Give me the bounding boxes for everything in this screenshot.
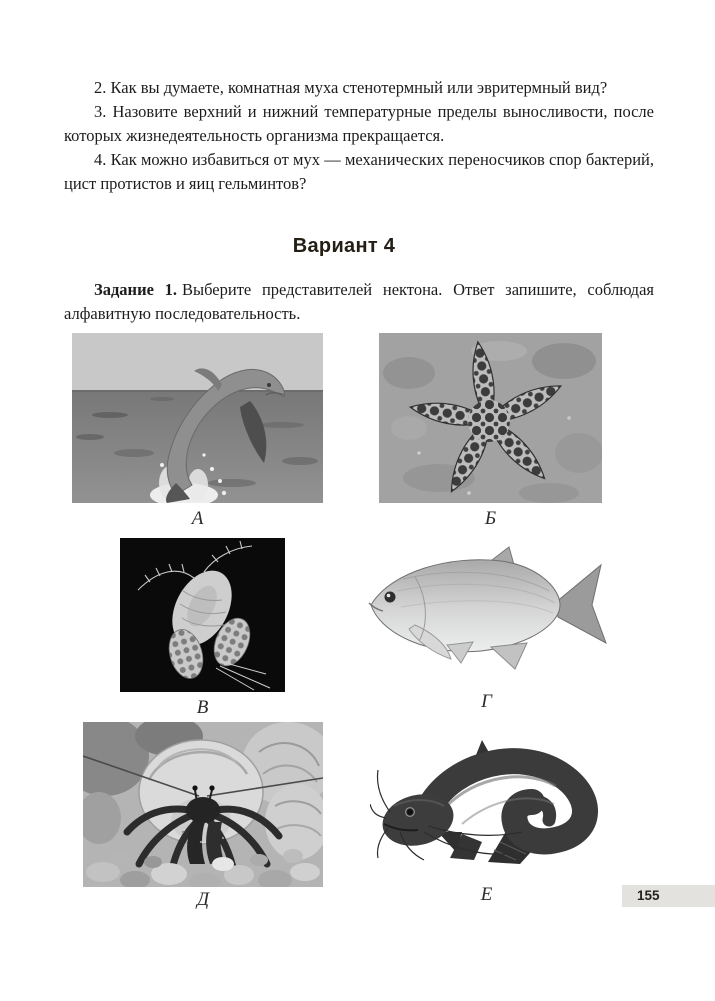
catfish-drawing: [370, 728, 603, 868]
dolphin-photo: [72, 333, 323, 503]
figure-dolphin: [72, 333, 323, 530]
page-number-badge: [622, 885, 715, 907]
variant-heading: Вариант 4: [292, 235, 396, 257]
figure-label-g: Г: [481, 691, 492, 712]
figure-label-e: Е: [480, 884, 493, 905]
copepod-photo: [120, 538, 285, 692]
dolphin-photo-illustration: [72, 333, 323, 503]
copepod-photo-illustration: [120, 538, 285, 692]
figure-catfish: [370, 728, 603, 906]
questions-block: [64, 76, 654, 196]
figure-label-d: Д: [196, 889, 210, 910]
starfish-photo: [379, 333, 602, 503]
figure-label-v: В: [196, 697, 209, 718]
starfish-photo-illustration: [379, 333, 602, 503]
bream-drawing-illustration: [363, 545, 610, 671]
question-4: 4. Как можно избавиться от мух — механических переносчиков спор бактерий, цист протистов и яиц гельминтов?: [64, 150, 654, 193]
task-text: Выберите представителей нектона. Ответ запишите, соблюдая алфавитную последовательность.: [64, 280, 654, 323]
catfish-body: [377, 761, 585, 853]
figure-hermit-crab: [83, 722, 323, 911]
figure-label-a: А: [191, 508, 204, 529]
hermit-crab-photo-illustration: [83, 722, 323, 887]
hermit-crab-photo: [83, 722, 323, 887]
figure-label-b: Б: [484, 508, 497, 529]
task-paragraph: [64, 278, 654, 326]
figure-bream: [363, 545, 610, 713]
figure-starfish: [379, 333, 602, 530]
task-number-label: Задание 1.: [94, 280, 178, 299]
bream-fish-drawing: [363, 545, 610, 671]
catfish-drawing-illustration: [370, 728, 603, 868]
question-3: 3. Назовите верхний и нижний температурные пределы выносливости, после которых жизнедеятельность организма прекращается.: [64, 102, 654, 145]
question-2: 2. Как вы думаете, комнатная муха стенотермный или эвритермный вид?: [94, 78, 608, 97]
figure-copepod: [120, 538, 285, 719]
page-number: 155: [637, 888, 660, 903]
